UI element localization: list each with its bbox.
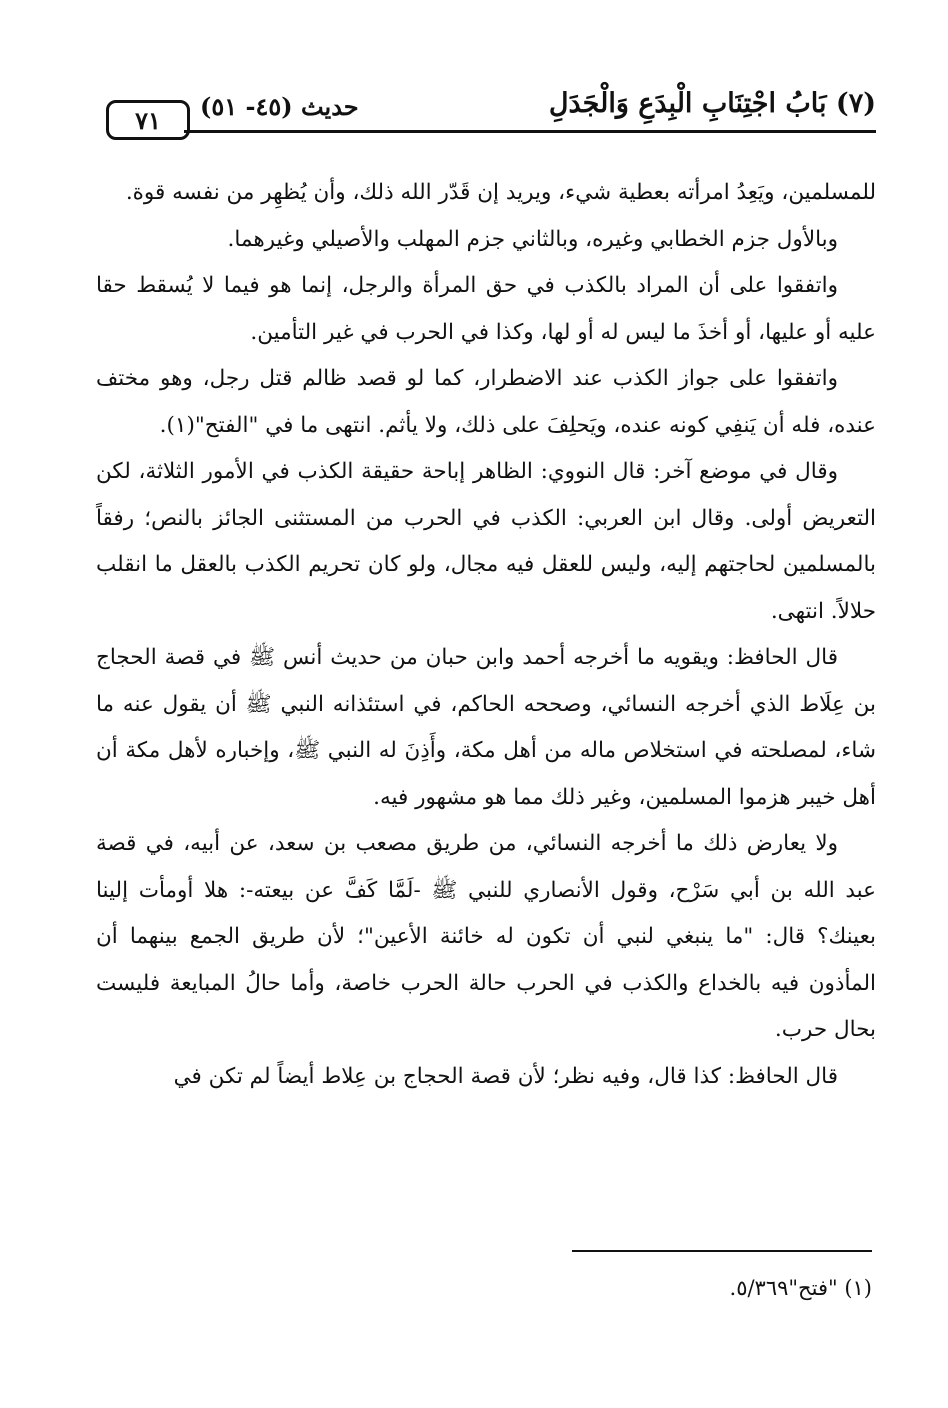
paragraph: واتفقوا على جواز الكذب عند الاضطرار، كما لو قصد ظالم قتل رجل، وهو مختف عنده، فله أن يَنفِي كونه عنده، ويَحلِفَ على ذلك، ولا يأثم. انتهى ما في "الفتح"(١). [96,366,876,438]
footnote: (١) "فتح"٥/٣٦٩. [729,1276,872,1300]
page-header [100,86,876,146]
footnote-divider [572,1250,872,1252]
paragraph: وبالأول جزم الخطابي وغيره، وبالثاني جزم المهلب والأصيلي وغيرهما. [227,226,838,252]
paragraph: وقال في موضع آخر: قال النووي: الظاهر إباحة حقيقة الكذب في الأمور الثلاثة، لكن التعريض أولى. وقال ابن العربي: الكذب في الحرب من المستثنى الجائز بالنص؛ رفقاً بالمسلمين لحاجتهم إليه، وليس للعقل فيه مجال، ولو كان تحريم الكذب بالعقل ما انقلب حلالاً. انتهى. [96,459,876,624]
main-text [96,170,876,1100]
paragraph: للمسلمين، ويَعِدُ امرأته بعطية شيء، ويريد إن قَدّر الله ذلك، وأن يُظهِر من نفسه قوة. [125,180,876,205]
paragraph: ولا يعارض ذلك ما أخرجه النسائي، من طريق مصعب بن سعد، عن أبيه، في قصة عبد الله بن أبي سَرْح، وقول الأنصاري للنبي ﷺ -لَمَّا كَفَّ عن بيعته-: هلا أومأت إلينا بعينك؟ قال: "ما ينبغي لنبي أن تكون له خائنة الأعين"؛ لأن طريق الجمع بينهما أن المأذون فيه بالخداع والكذب في الحرب حالة الحرب خاصة، وأما حالُ المبايعة فليست بحال حرب. [96,831,876,1042]
paragraph: واتفقوا على أن المراد بالكذب في حق المرأة والرجل، إنما هو فيما لا يُسقط حقا عليه أو عليها، أو أخذَ ما ليس له أو لها، وكذا في الحرب في غير التأمين. [96,273,876,345]
page-number: ٧١ [106,100,190,140]
header-divider [184,130,876,133]
hadith-range: حديث (٤٥- ٥١) [200,92,359,121]
paragraph: قال الحافظ: كذا قال، وفيه نظر؛ لأن قصة الحجاج بن عِلاط أيضاً لم تكن في [173,1063,838,1089]
chapter-title: (٧) بَابُ اجْتِنَابِ الْبِدَعِ وَالْجَدَلِ [548,88,876,119]
paragraph: قال الحافظ: ويقويه ما أخرجه أحمد وابن حبان من حديث أنس ﷺ في قصة الحجاج بن عِلَاط الذي أخرجه النسائي، وصححه الحاكم، في استئذانه النبي ﷺ أن يقول عنه ما شاء، لمصلحته في استخلاص ماله من أهل مكة، وأَذِنَ له النبي ﷺ، وإخباره لأهل مكة أن أهل خيبر هزموا المسلمين، وغير ذلك مما هو مشهور فيه. [96,645,876,810]
